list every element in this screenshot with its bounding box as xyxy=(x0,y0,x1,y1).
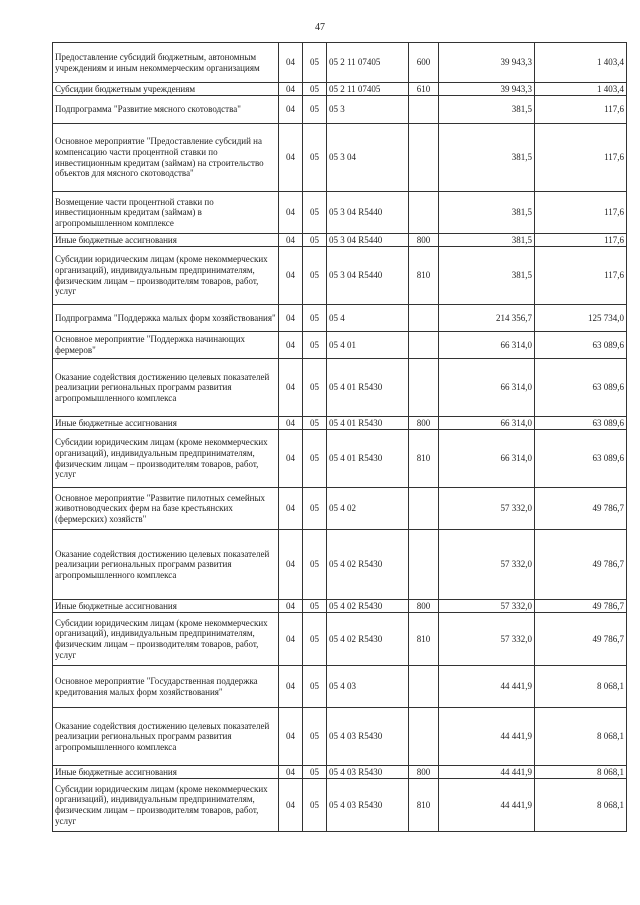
row-target-article: 05 3 04 R5440 xyxy=(327,234,409,247)
row-amount-plan: 381,5 xyxy=(439,234,535,247)
row-expense-type: 800 xyxy=(409,417,439,430)
row-target-article: 05 4 03 R5430 xyxy=(327,779,409,832)
row-section: 04 xyxy=(279,613,303,666)
row-expense-type xyxy=(409,530,439,600)
row-target-article: 05 4 01 R5430 xyxy=(327,417,409,430)
table-row xyxy=(53,417,627,430)
row-section: 04 xyxy=(279,430,303,488)
row-section: 04 xyxy=(279,305,303,332)
row-name: Подпрограмма "Поддержка малых форм хозяйствования" xyxy=(53,305,279,332)
row-subsection: 05 xyxy=(303,488,327,530)
row-amount-actual: 117,6 xyxy=(535,234,627,247)
row-amount-actual: 117,6 xyxy=(535,124,627,192)
table-row xyxy=(53,83,627,96)
row-section: 04 xyxy=(279,708,303,766)
row-section: 04 xyxy=(279,43,303,83)
row-amount-plan: 57 332,0 xyxy=(439,530,535,600)
row-name: Основное мероприятие "Предоставление субсидий на компенсацию части процентной ставки по инвестиционным кредитам (займам) на строительство объектов для мясного скотоводства" xyxy=(53,124,279,192)
row-expense-type: 800 xyxy=(409,600,439,613)
table-row xyxy=(53,430,627,488)
row-amount-actual: 8 068,1 xyxy=(535,666,627,708)
row-amount-plan: 39 943,3 xyxy=(439,83,535,96)
row-target-article: 05 3 04 R5440 xyxy=(327,192,409,234)
table-row xyxy=(53,332,627,359)
row-expense-type: 800 xyxy=(409,234,439,247)
row-amount-plan: 381,5 xyxy=(439,192,535,234)
row-expense-type: 810 xyxy=(409,430,439,488)
row-expense-type xyxy=(409,192,439,234)
row-amount-plan: 44 441,9 xyxy=(439,766,535,779)
row-expense-type xyxy=(409,305,439,332)
row-expense-type xyxy=(409,666,439,708)
row-amount-plan: 57 332,0 xyxy=(439,600,535,613)
row-name: Подпрограмма "Развитие мясного скотоводства" xyxy=(53,96,279,124)
row-subsection: 05 xyxy=(303,247,327,305)
row-amount-actual: 8 068,1 xyxy=(535,708,627,766)
page-number: 47 xyxy=(315,22,325,33)
row-amount-actual: 63 089,6 xyxy=(535,430,627,488)
table-row xyxy=(53,488,627,530)
row-expense-type xyxy=(409,488,439,530)
row-subsection: 05 xyxy=(303,530,327,600)
row-expense-type xyxy=(409,96,439,124)
row-expense-type: 810 xyxy=(409,613,439,666)
row-amount-plan: 44 441,9 xyxy=(439,779,535,832)
row-amount-actual: 63 089,6 xyxy=(535,332,627,359)
table-row xyxy=(53,530,627,600)
table-row xyxy=(53,124,627,192)
row-expense-type: 600 xyxy=(409,43,439,83)
table-row xyxy=(53,766,627,779)
row-subsection: 05 xyxy=(303,600,327,613)
row-subsection: 05 xyxy=(303,332,327,359)
row-amount-plan: 66 314,0 xyxy=(439,332,535,359)
row-amount-actual: 63 089,6 xyxy=(535,359,627,417)
row-amount-plan: 39 943,3 xyxy=(439,43,535,83)
row-name: Основное мероприятие "Поддержка начинающих фермеров" xyxy=(53,332,279,359)
row-section: 04 xyxy=(279,666,303,708)
row-section: 04 xyxy=(279,600,303,613)
row-name: Субсидии бюджетным учреждениям xyxy=(53,83,279,96)
row-subsection: 05 xyxy=(303,708,327,766)
row-target-article: 05 4 03 xyxy=(327,666,409,708)
row-name: Субсидии юридическим лицам (кроме некоммерческих организаций), индивидуальным предпринимателям, физическим лицам – производителям товаров, работ, услуг xyxy=(53,613,279,666)
row-target-article: 05 4 02 R5430 xyxy=(327,530,409,600)
row-amount-actual: 49 786,7 xyxy=(535,600,627,613)
row-section: 04 xyxy=(279,192,303,234)
table-row xyxy=(53,247,627,305)
row-target-article: 05 2 11 07405 xyxy=(327,83,409,96)
row-expense-type xyxy=(409,359,439,417)
row-amount-actual: 63 089,6 xyxy=(535,417,627,430)
row-amount-actual: 117,6 xyxy=(535,96,627,124)
row-subsection: 05 xyxy=(303,779,327,832)
row-expense-type: 800 xyxy=(409,766,439,779)
row-name: Иные бюджетные ассигнования xyxy=(53,766,279,779)
row-section: 04 xyxy=(279,83,303,96)
row-target-article: 05 4 01 R5430 xyxy=(327,430,409,488)
row-subsection: 05 xyxy=(303,43,327,83)
row-target-article: 05 4 02 xyxy=(327,488,409,530)
row-amount-plan: 381,5 xyxy=(439,96,535,124)
row-subsection: 05 xyxy=(303,96,327,124)
row-name: Предоставление субсидий бюджетным, автономным учреждениям и иным некоммерческим организациям xyxy=(53,43,279,83)
row-name: Иные бюджетные ассигнования xyxy=(53,600,279,613)
row-name: Иные бюджетные ассигнования xyxy=(53,417,279,430)
row-target-article: 05 4 03 R5430 xyxy=(327,766,409,779)
table-row xyxy=(53,359,627,417)
row-target-article: 05 3 xyxy=(327,96,409,124)
row-amount-plan: 44 441,9 xyxy=(439,666,535,708)
table-row xyxy=(53,708,627,766)
row-subsection: 05 xyxy=(303,430,327,488)
row-expense-type xyxy=(409,124,439,192)
row-amount-actual: 117,6 xyxy=(535,192,627,234)
row-expense-type: 810 xyxy=(409,247,439,305)
row-amount-actual: 49 786,7 xyxy=(535,613,627,666)
row-name: Оказание содействия достижению целевых показателей реализации региональных программ развития агропромышленного комплекса xyxy=(53,708,279,766)
row-amount-actual: 8 068,1 xyxy=(535,779,627,832)
row-section: 04 xyxy=(279,96,303,124)
row-amount-actual: 49 786,7 xyxy=(535,530,627,600)
row-subsection: 05 xyxy=(303,192,327,234)
row-expense-type xyxy=(409,708,439,766)
row-subsection: 05 xyxy=(303,305,327,332)
table-row xyxy=(53,96,627,124)
row-amount-actual: 8 068,1 xyxy=(535,766,627,779)
row-subsection: 05 xyxy=(303,359,327,417)
row-target-article: 05 4 03 R5430 xyxy=(327,708,409,766)
row-name: Иные бюджетные ассигнования xyxy=(53,234,279,247)
table-row xyxy=(53,779,627,832)
row-section: 04 xyxy=(279,359,303,417)
row-amount-plan: 57 332,0 xyxy=(439,613,535,666)
row-subsection: 05 xyxy=(303,766,327,779)
table-row xyxy=(53,234,627,247)
row-name: Возмещение части процентной ставки по инвестиционным кредитам (займам) в агропромышленном комплексе xyxy=(53,192,279,234)
table-row xyxy=(53,613,627,666)
table-row xyxy=(53,600,627,613)
row-subsection: 05 xyxy=(303,234,327,247)
row-section: 04 xyxy=(279,332,303,359)
row-expense-type: 610 xyxy=(409,83,439,96)
row-section: 04 xyxy=(279,417,303,430)
row-target-article: 05 4 01 R5430 xyxy=(327,359,409,417)
row-target-article: 05 2 11 07405 xyxy=(327,43,409,83)
row-amount-plan: 66 314,0 xyxy=(439,417,535,430)
row-target-article: 05 4 02 R5430 xyxy=(327,613,409,666)
row-section: 04 xyxy=(279,530,303,600)
row-section: 04 xyxy=(279,234,303,247)
row-target-article: 05 3 04 xyxy=(327,124,409,192)
row-amount-actual: 1 403,4 xyxy=(535,43,627,83)
table-row xyxy=(53,666,627,708)
table-row xyxy=(53,43,627,83)
row-amount-plan: 66 314,0 xyxy=(439,359,535,417)
row-amount-plan: 44 441,9 xyxy=(439,708,535,766)
row-amount-plan: 381,5 xyxy=(439,247,535,305)
row-name: Субсидии юридическим лицам (кроме некоммерческих организаций), индивидуальным предпринимателям, физическим лицам – производителям товаров, работ, услуг xyxy=(53,779,279,832)
row-name: Основное мероприятие "Развитие пилотных семейных животноводческих ферм на базе крестьянских (фермерских) хозяйств" xyxy=(53,488,279,530)
row-name: Оказание содействия достижению целевых показателей реализации региональных программ развития агропромышленного комплекса xyxy=(53,359,279,417)
row-section: 04 xyxy=(279,124,303,192)
row-target-article: 05 4 02 R5430 xyxy=(327,600,409,613)
table-row xyxy=(53,305,627,332)
row-subsection: 05 xyxy=(303,666,327,708)
budget-table xyxy=(52,42,627,832)
row-target-article: 05 4 01 xyxy=(327,332,409,359)
row-name: Субсидии юридическим лицам (кроме некоммерческих организаций), индивидуальным предпринимателям, физическим лицам – производителям товаров, работ, услуг xyxy=(53,247,279,305)
row-target-article: 05 4 xyxy=(327,305,409,332)
row-amount-actual: 125 734,0 xyxy=(535,305,627,332)
row-section: 04 xyxy=(279,247,303,305)
row-amount-actual: 1 403,4 xyxy=(535,83,627,96)
row-expense-type: 810 xyxy=(409,779,439,832)
row-name: Субсидии юридическим лицам (кроме некоммерческих организаций), индивидуальным предпринимателям, физическим лицам – производителям товаров, работ, услуг xyxy=(53,430,279,488)
row-subsection: 05 xyxy=(303,417,327,430)
row-section: 04 xyxy=(279,488,303,530)
row-section: 04 xyxy=(279,779,303,832)
row-name: Оказание содействия достижению целевых показателей реализации региональных программ развития агропромышленного комплекса xyxy=(53,530,279,600)
row-subsection: 05 xyxy=(303,613,327,666)
row-amount-actual: 117,6 xyxy=(535,247,627,305)
row-expense-type xyxy=(409,332,439,359)
row-name: Основное мероприятие "Государственная поддержка кредитования малых форм хозяйствования" xyxy=(53,666,279,708)
row-amount-plan: 381,5 xyxy=(439,124,535,192)
table-row xyxy=(53,192,627,234)
row-amount-plan: 57 332,0 xyxy=(439,488,535,530)
row-subsection: 05 xyxy=(303,83,327,96)
row-amount-plan: 66 314,0 xyxy=(439,430,535,488)
row-amount-actual: 49 786,7 xyxy=(535,488,627,530)
row-section: 04 xyxy=(279,766,303,779)
row-subsection: 05 xyxy=(303,124,327,192)
row-amount-plan: 214 356,7 xyxy=(439,305,535,332)
row-target-article: 05 3 04 R5440 xyxy=(327,247,409,305)
